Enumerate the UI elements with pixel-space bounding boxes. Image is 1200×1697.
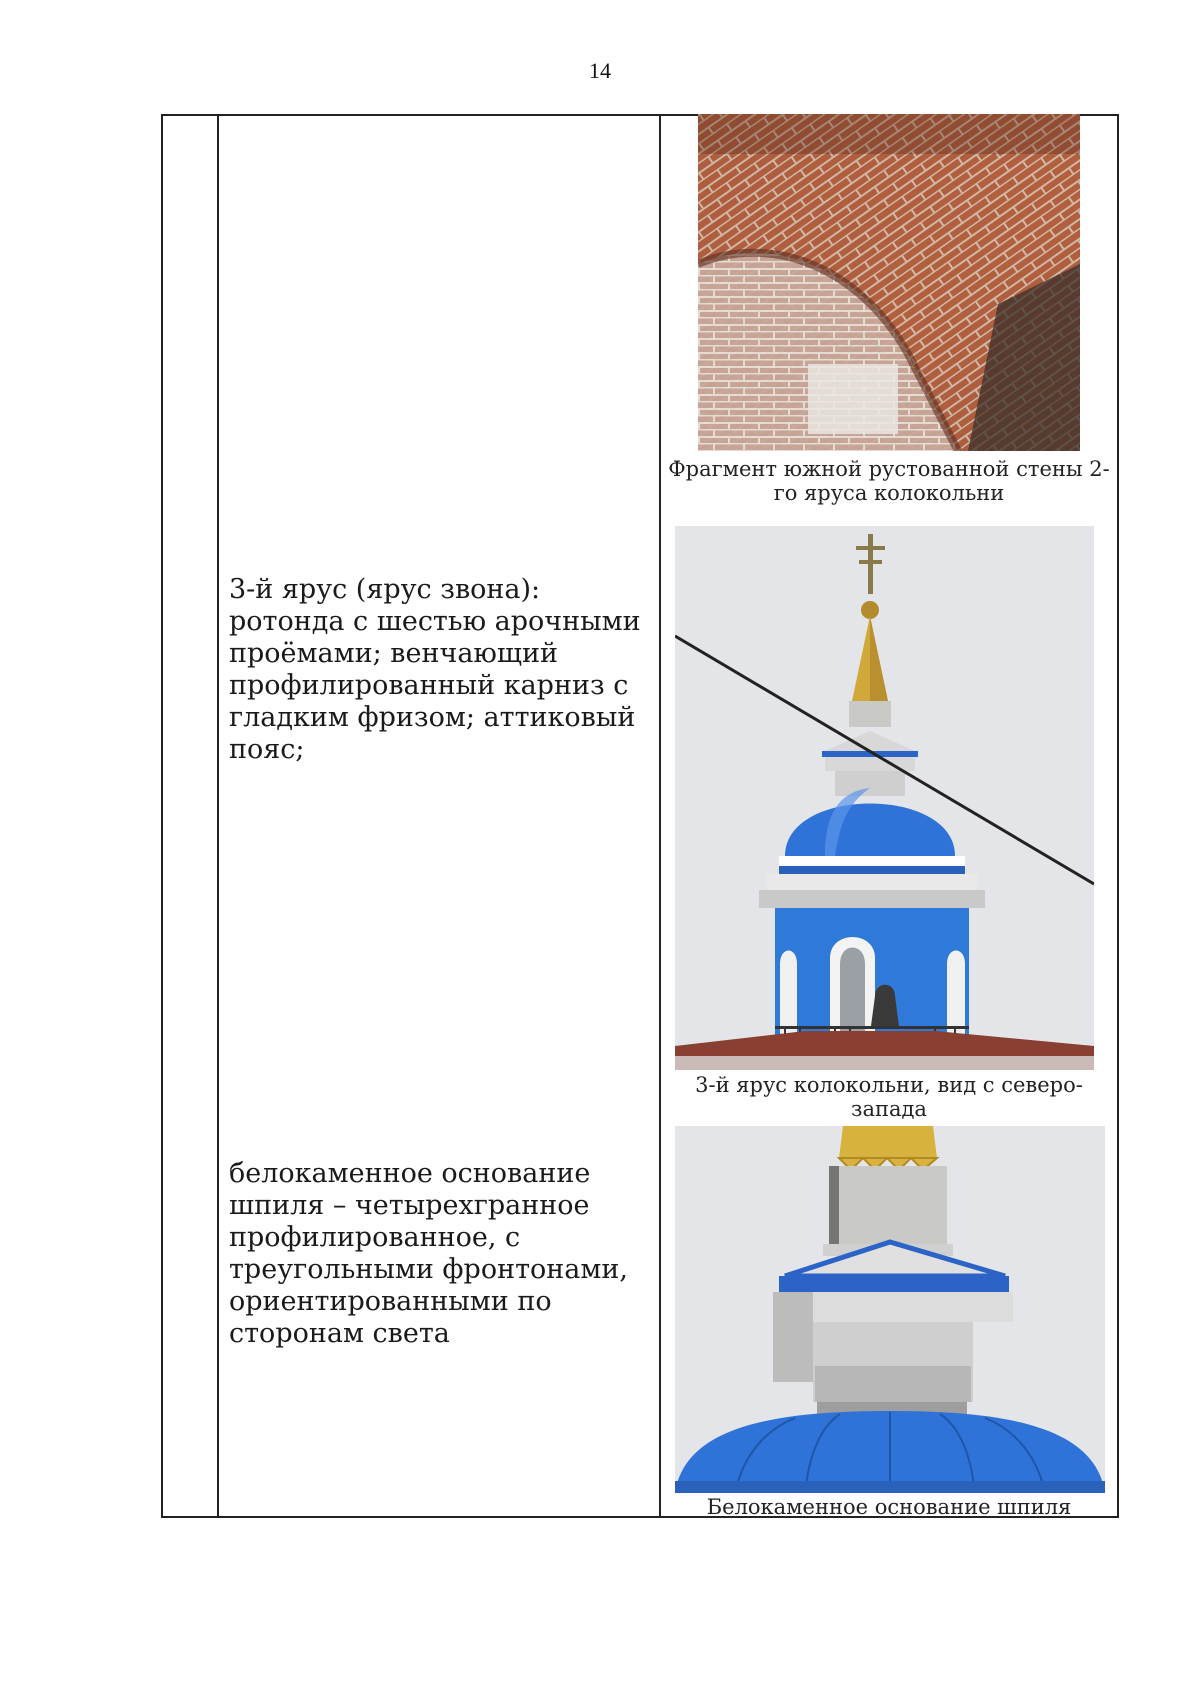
spire-base-description: белокаменное основание шпиля – четырехгранное профилированное, с треугольными фронтонами, ориентированными по сторонам света <box>229 1158 628 1349</box>
table-column-divider <box>659 114 661 1518</box>
belfry-photo <box>675 526 1094 1070</box>
belfry-caption: 3-й ярус колокольни, вид с северо-запада <box>695 1073 1083 1121</box>
table-column-divider <box>217 114 219 1518</box>
spire-base-photo <box>675 1126 1105 1493</box>
spire-base-caption: Белокаменное основание шпиля <box>706 1495 1072 1519</box>
brick-arch-caption: Фрагмент южной рустованной стены 2-го яруса колокольни <box>668 457 1110 505</box>
brick-arch-photo <box>698 114 1080 451</box>
page-number: 14 <box>589 58 611 83</box>
tier3-description: 3-й ярус (ярус звона): ротонда с шестью арочными проёмами; венчающий профилированный карниз с гладким фризом; аттиковый пояс; <box>229 574 641 765</box>
